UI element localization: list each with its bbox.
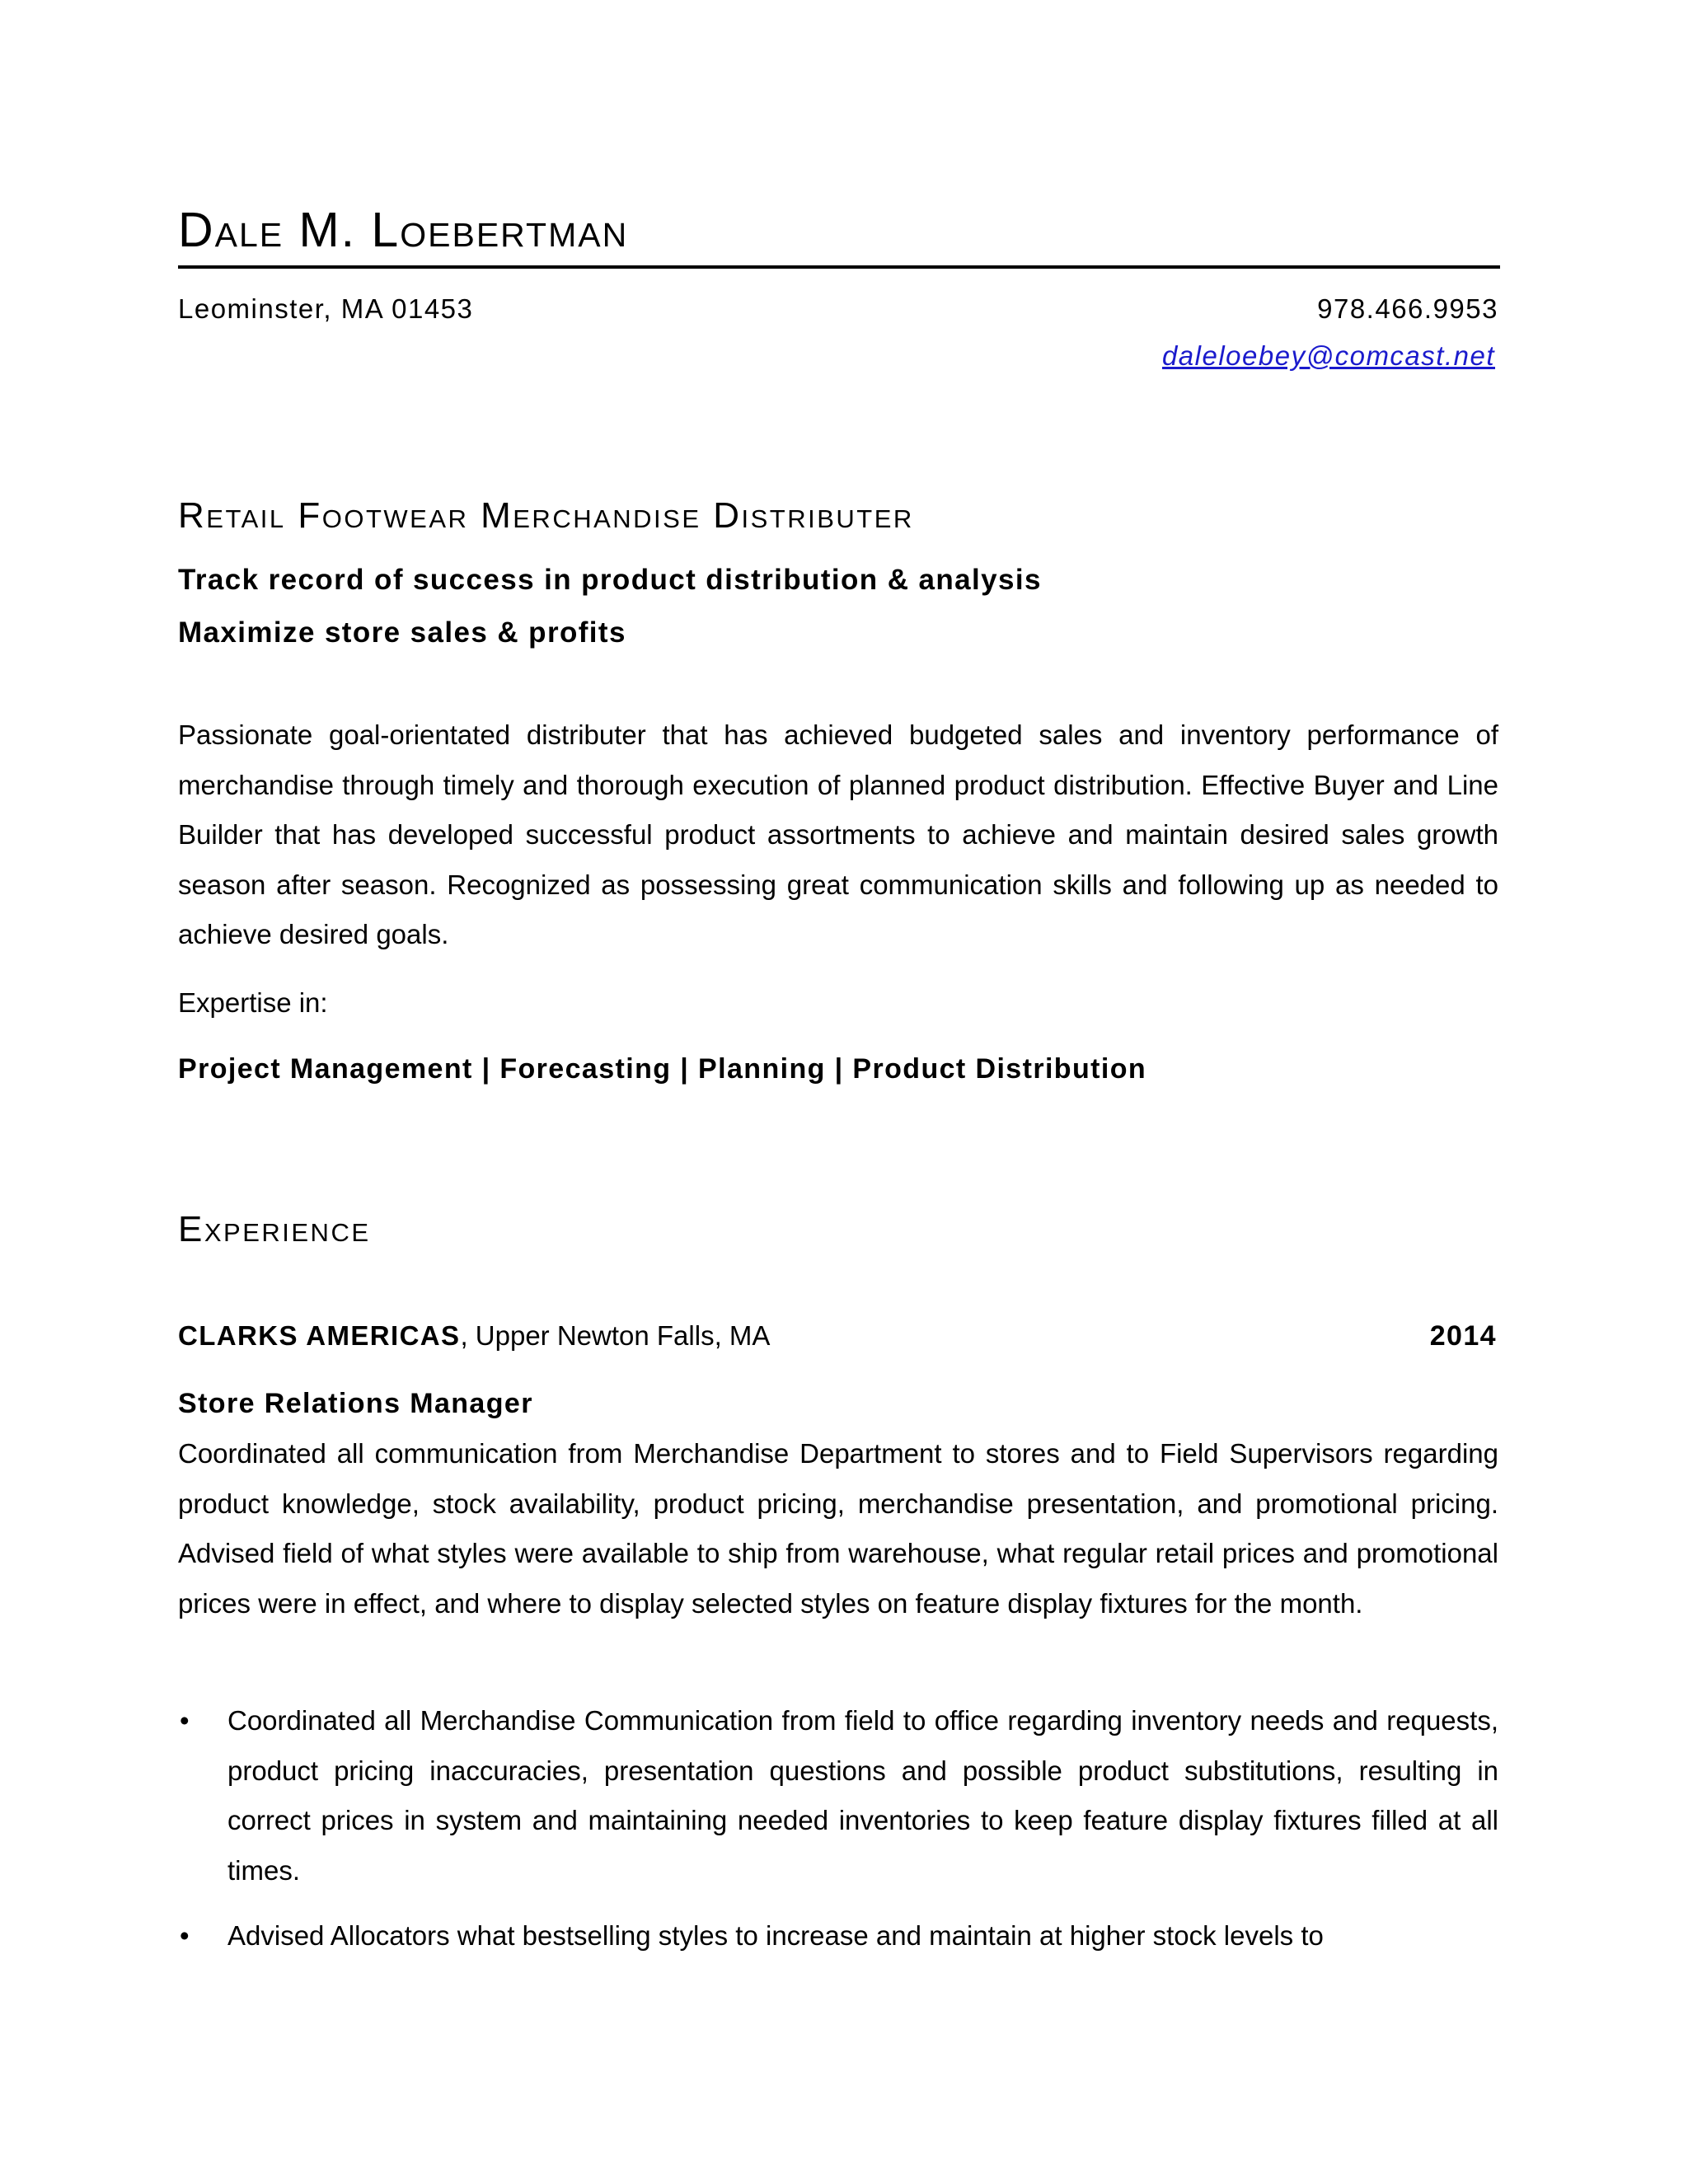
contact-phone: 978.466.9953 [1317, 293, 1498, 324]
employer-location: , Upper Newton Falls, MA [460, 1320, 771, 1351]
list-item [178, 1911, 1498, 1961]
bullet-text: Coordinated all Merchandise Communication from field to office regarding inventory needs and requests, product pricing inaccuracies, presentation questions and possible product substitutions, resulting in correct prices in system and maintaining needed inventories to keep feature display fixtures filled at all times. [227, 1705, 1498, 1886]
bullet-text: Advised Allocators what bestselling styles to increase and maintain at higher stock levels to [227, 1920, 1324, 1951]
employment-year: 2014 [1429, 1320, 1497, 1352]
list-item [178, 1696, 1498, 1896]
tagline-1: Track record of success in product distribution & analysis [178, 564, 1042, 596]
job-bullets [178, 1696, 1498, 1977]
profile-heading: Retail Footwear Merchandise Distributer [178, 495, 914, 536]
bullet-dot-icon: • [180, 1705, 190, 1736]
name-divider [178, 265, 1500, 269]
profile-summary: Passionate goal-orientated distributer that has achieved budgeted sales and inventory performance of merchandise through timely and thorough execution of planned product distribution. Effective Buyer and Line Builder that has developed successful product assortments to achieve and maintain desired sales growth season after season. Recognized as possessing great communication skills and following up as needed to achieve desired goals. [178, 719, 1498, 949]
contact-email-link[interactable]: daleloebey@comcast.net [1161, 340, 1495, 371]
employer-line [178, 1322, 770, 1349]
tagline-2: Maximize store sales & profits [178, 616, 626, 649]
job-description: Coordinated all communication from Merchandise Department to stores and to Field Supervisors regarding product knowledge, stock availability, product pricing, merchandise presentation, and promotional pricing. Advised field of what styles were available to ship from warehouse, what regular retail prices and promotional prices were in effect, and where to display selected styles on feature display fixtures for the month. [178, 1438, 1498, 1619]
candidate-name: Dale M. Loebertman [178, 203, 629, 257]
expertise-list: Project Management | Forecasting | Planning | Product Distribution [178, 1053, 1147, 1085]
resume-page [178, 0, 1498, 2184]
bullet-dot-icon: • [180, 1920, 190, 1951]
expertise-label: Expertise in: [178, 987, 328, 1018]
experience-heading: Experience [178, 1209, 371, 1249]
job-title: Store Relations Manager [178, 1388, 533, 1419]
employer-company: CLARKS AMERICAS [178, 1320, 461, 1351]
contact-location: Leominster, MA 01453 [178, 293, 474, 324]
